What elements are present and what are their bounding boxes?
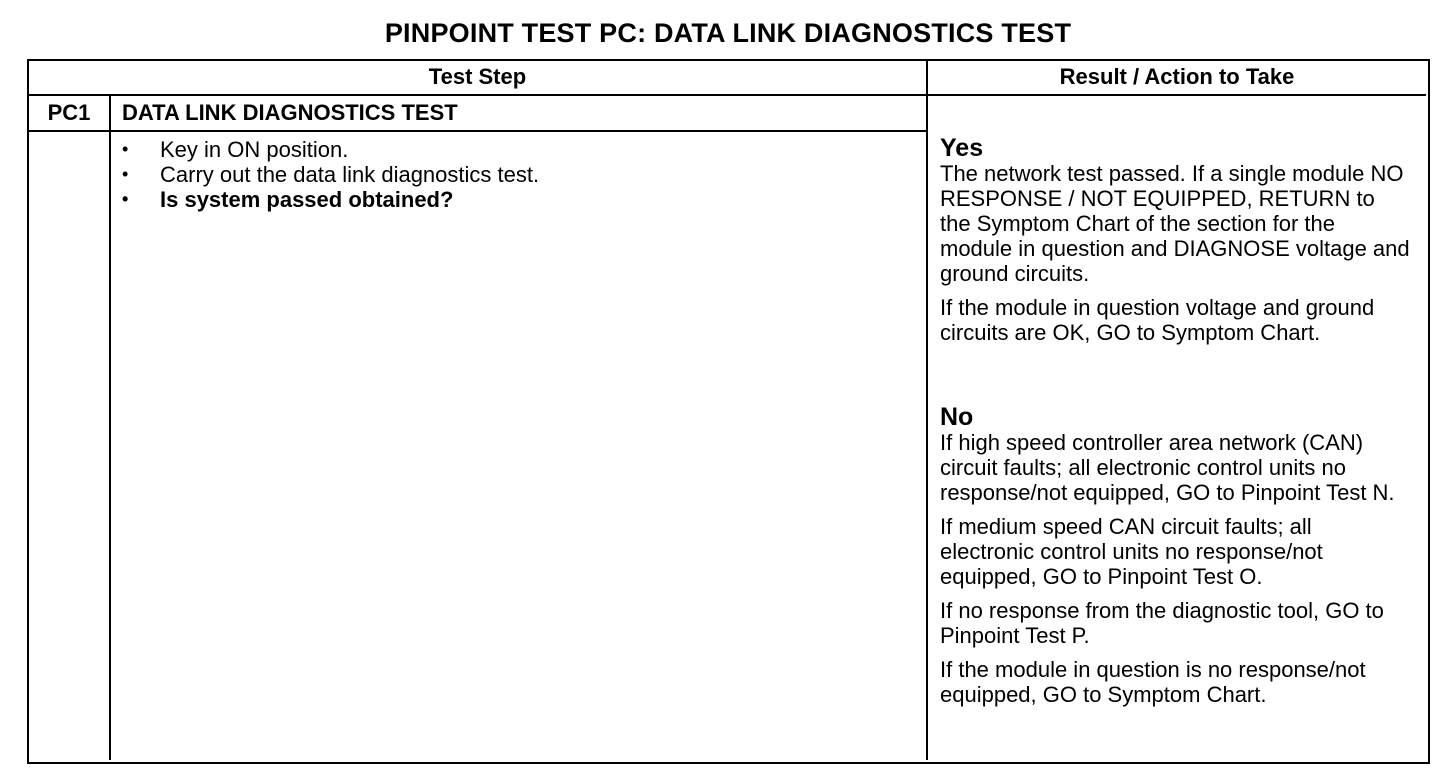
no-paragraph: If the module in question is no response/not equipped, GO to Symptom Chart.	[940, 657, 1366, 707]
question-text: Is system passed obtained?	[160, 187, 454, 212]
yes-label: Yes	[940, 134, 984, 162]
no-paragraph: If high speed controller area network (CAN) circuit faults; all electronic control units no response/not equipped, GO to Pinpoint Test N.	[940, 430, 1395, 505]
result-no	[940, 404, 1410, 716]
step-title: DATA LINK DIAGNOSTICS TEST	[122, 100, 458, 125]
no-paragraph: If medium speed CAN circuit faults; all electronic control units no response/not equipped, GO to Pinpoint Test O.	[940, 514, 1323, 589]
bullet-icon: •	[122, 139, 129, 159]
list-item	[122, 137, 539, 162]
no-paragraph: If no response from the diagnostic tool, GO to Pinpoint Test P.	[940, 598, 1384, 648]
step-id-divider	[109, 96, 111, 760]
yes-paragraph: The network test passed. If a single module NO RESPONSE / NOT EQUIPPED, RETURN to the Symptom Chart of the section for the module in question and DIAGNOSE voltage and ground circuits.	[940, 161, 1410, 286]
bullet-icon: •	[122, 189, 129, 209]
page-title: PINPOINT TEST PC: DATA LINK DIAGNOSTICS TEST	[384, 18, 1072, 48]
instruction-text: Carry out the data link diagnostics test.	[160, 162, 540, 187]
header-divider	[29, 94, 1426, 96]
step-id: PC1	[47, 100, 91, 125]
step-row-divider	[29, 130, 926, 132]
yes-paragraph: If the module in question voltage and ground circuits are OK, GO to Symptom Chart.	[940, 295, 1375, 345]
header-result-action: Result / Action to Take	[1059, 64, 1295, 89]
header-test-step: Test Step	[428, 64, 527, 89]
list-item	[122, 162, 539, 187]
bullet-icon: •	[122, 164, 129, 184]
no-label: No	[940, 403, 974, 431]
result-yes	[940, 135, 1410, 354]
instruction-text: Key in ON position.	[160, 137, 349, 162]
column-divider	[926, 61, 928, 760]
list-item	[122, 187, 539, 212]
step-instructions	[122, 137, 539, 212]
